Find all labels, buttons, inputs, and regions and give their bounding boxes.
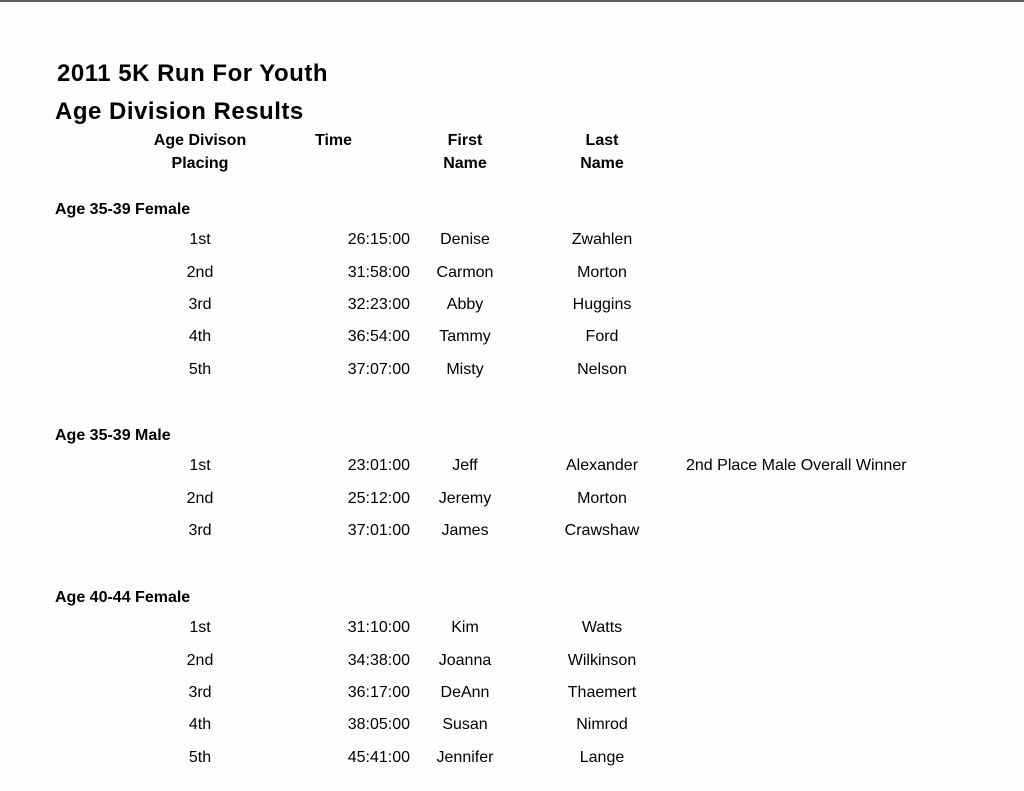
placing-cell: 2nd	[186, 489, 214, 507]
section-heading: Age 40-44 Female	[55, 589, 191, 607]
section-age-40-44-female	[0, 588, 1024, 774]
last-name-cell: Wilkinson	[567, 651, 637, 669]
section-rows	[0, 224, 1024, 386]
table-row	[0, 612, 1024, 644]
column-header-time-label: Time	[314, 132, 353, 149]
last-name-cell: Morton	[577, 489, 627, 507]
table-row	[0, 289, 1024, 321]
placing-cell: 1st	[189, 619, 211, 637]
table-row	[0, 224, 1024, 256]
last-name-cell: Nelson	[577, 360, 627, 378]
last-name-cell: Lange	[579, 748, 625, 766]
time-cell: 26:15:00	[347, 231, 410, 249]
first-name-cell: Susan	[442, 716, 488, 734]
page-title: 2011 5K Run For Youth	[57, 60, 328, 87]
time-cell: 31:58:00	[347, 263, 410, 281]
last-name-cell: Alexander	[565, 457, 639, 475]
table-row	[0, 482, 1024, 514]
first-name-cell: DeAnn	[440, 684, 490, 702]
last-name-cell: Crawshaw	[564, 521, 640, 539]
time-cell: 36:54:00	[347, 328, 410, 346]
table-row	[0, 742, 1024, 774]
first-name-cell: Carmon	[436, 263, 494, 281]
first-name-cell: Joanna	[438, 651, 492, 669]
time-cell: 45:41:00	[347, 748, 410, 766]
first-name-cell: Tammy	[439, 328, 491, 346]
time-cell: 31:10:00	[347, 619, 410, 637]
table-header-row	[0, 129, 1024, 175]
first-name-cell: Jeremy	[438, 489, 492, 507]
page-subtitle: Age Division Results	[55, 98, 304, 125]
placing-cell: 3rd	[188, 295, 212, 313]
first-name-cell: James	[441, 521, 489, 539]
placing-cell: 4th	[188, 716, 212, 734]
column-header-first-name	[412, 129, 518, 175]
section-heading: Age 35-39 Male	[55, 426, 171, 444]
placing-cell: 1st	[189, 231, 211, 249]
column-header-last-line2: Name	[580, 155, 624, 172]
table-row	[0, 709, 1024, 741]
placing-cell: 5th	[188, 748, 212, 766]
time-cell: 37:01:00	[347, 521, 410, 539]
column-header-first-line2: Name	[443, 155, 487, 172]
column-header-placing-line2: Placing	[171, 155, 229, 172]
time-cell: 34:38:00	[347, 651, 410, 669]
placing-cell: 5th	[188, 360, 212, 378]
column-header-first-line1: First	[447, 132, 483, 149]
time-cell: 23:01:00	[347, 457, 410, 475]
placing-cell: 2nd	[186, 263, 214, 281]
time-cell: 25:12:00	[347, 489, 410, 507]
column-header-placing-line1: Age Divison	[153, 132, 247, 149]
table-row	[0, 677, 1024, 709]
time-cell: 36:17:00	[347, 684, 410, 702]
time-cell: 32:23:00	[347, 295, 410, 313]
time-cell: 38:05:00	[347, 716, 410, 734]
first-name-cell: Jeff	[452, 457, 478, 475]
last-name-cell: Morton	[577, 263, 627, 281]
column-header-last-line1: Last	[585, 132, 619, 149]
placing-cell: 4th	[188, 328, 212, 346]
section-age-35-39-male	[0, 426, 1024, 547]
table-row	[0, 450, 1024, 482]
placing-cell: 3rd	[188, 521, 212, 539]
table-row	[0, 354, 1024, 386]
last-name-cell: Zwahlen	[571, 231, 633, 249]
last-name-cell: Ford	[585, 328, 619, 346]
section-rows	[0, 612, 1024, 774]
column-header-placing	[145, 129, 255, 175]
first-name-cell: Misty	[446, 360, 484, 378]
last-name-cell: Huggins	[572, 295, 632, 313]
overall-winner-note: 2nd Place Male Overall Winner	[686, 457, 907, 475]
table-row	[0, 256, 1024, 288]
section-rows	[0, 450, 1024, 547]
table-row	[0, 321, 1024, 353]
first-name-cell: Jennifer	[436, 748, 494, 766]
placing-cell: 3rd	[188, 684, 212, 702]
table-row	[0, 645, 1024, 677]
placing-cell: 1st	[189, 457, 211, 475]
table-row	[0, 515, 1024, 547]
first-name-cell: Denise	[440, 231, 490, 249]
section-heading: Age 35-39 Female	[55, 201, 191, 218]
column-header-last-name	[518, 129, 686, 175]
last-name-cell: Watts	[581, 619, 623, 637]
time-cell: 37:07:00	[347, 360, 410, 378]
column-header-time	[255, 129, 412, 152]
last-name-cell: Nimrod	[576, 716, 628, 734]
first-name-cell: Abby	[446, 295, 484, 313]
section-age-35-39-female	[0, 200, 1024, 386]
placing-cell: 2nd	[186, 651, 214, 669]
first-name-cell: Kim	[451, 619, 479, 637]
last-name-cell: Thaemert	[567, 684, 637, 702]
